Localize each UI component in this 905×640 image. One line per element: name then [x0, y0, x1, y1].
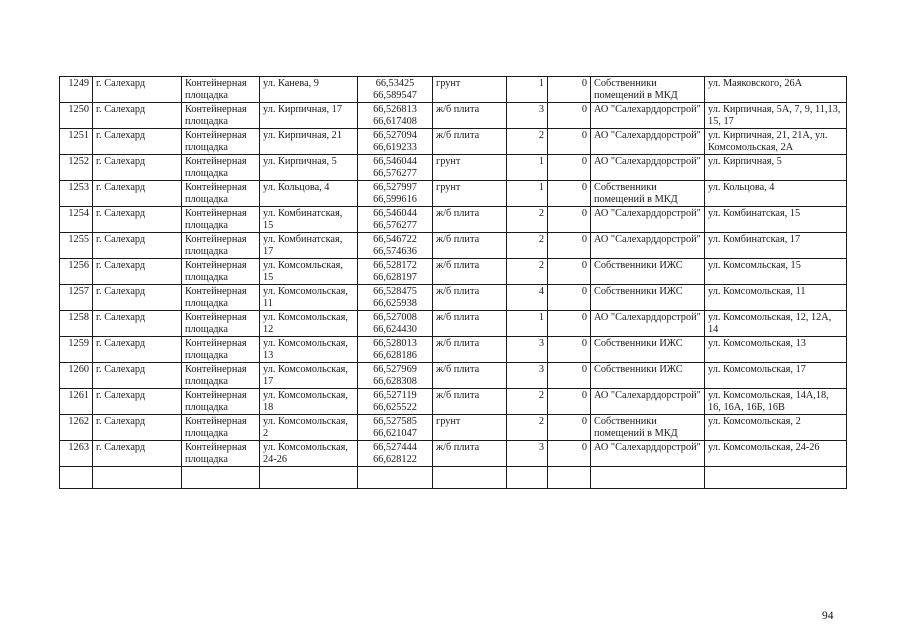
latitude: 66,546722 [373, 234, 417, 245]
cell-zero-count: 0 [548, 129, 591, 155]
cell-number: 1249 [60, 77, 93, 103]
cell-served-addresses: ул. Комбинатская, 15 [705, 207, 847, 233]
table-row [60, 129, 847, 155]
latitude: 66,546044 [373, 208, 417, 219]
cell-site-type: Контейнерная площадка [182, 103, 260, 129]
cell-city: г. Салехард [93, 129, 182, 155]
cell-coordinates [358, 285, 433, 311]
cell-surface: ж/б плита [433, 259, 507, 285]
cell-coordinates [358, 441, 433, 467]
cell-surface: ж/б плита [433, 337, 507, 363]
cell-site-type: Контейнерная площадка [182, 233, 260, 259]
table-row [60, 155, 847, 181]
cell-surface: грунт [433, 415, 507, 441]
cell-zero-count: 0 [548, 285, 591, 311]
cell-zero-count: 0 [548, 259, 591, 285]
cell-owner: АО "Салехарддорстрой" [591, 207, 705, 233]
latitude: 66,527997 [373, 182, 417, 193]
cell-site-type: Контейнерная площадка [182, 155, 260, 181]
cell-number: 1254 [60, 207, 93, 233]
latitude: 66,527969 [373, 364, 417, 375]
cell-surface: ж/б плита [433, 207, 507, 233]
cell-number: 1263 [60, 441, 93, 467]
latitude: 66,527444 [373, 442, 417, 453]
cell-site-type: Контейнерная площадка [182, 77, 260, 103]
cell-owner: Собственники помещений в МКД [591, 415, 705, 441]
cell-surface: грунт [433, 181, 507, 207]
cell-served-addresses: ул. Комсомольская, 13 [705, 337, 847, 363]
cell-container-count: 3 [507, 103, 548, 129]
cell-served-addresses: ул. Комсомольская, 2 [705, 415, 847, 441]
table-row [60, 285, 847, 311]
cell-zero-count: 0 [548, 181, 591, 207]
cell-coordinates [358, 233, 433, 259]
latitude: 66,527119 [373, 390, 417, 401]
cell-coordinates [358, 311, 433, 337]
table-filler-row [60, 467, 847, 489]
register-rows [60, 77, 847, 467]
cell-owner: Собственники помещений в МКД [591, 181, 705, 207]
longitude: 66,624430 [373, 324, 417, 335]
cell-surface: ж/б плита [433, 129, 507, 155]
longitude: 66,619233 [373, 142, 417, 153]
table-row [60, 311, 847, 337]
cell-zero-count: 0 [548, 389, 591, 415]
cell-city: г. Салехард [93, 311, 182, 337]
cell-city: г. Салехард [93, 441, 182, 467]
longitude: 66,625938 [373, 298, 417, 309]
cell-address: ул. Кирпичная, 21 [260, 129, 358, 155]
cell-container-count: 1 [507, 181, 548, 207]
cell-container-count: 2 [507, 129, 548, 155]
cell-coordinates [358, 155, 433, 181]
cell-address: ул. Кирпичная, 17 [260, 103, 358, 129]
cell-city: г. Салехард [93, 77, 182, 103]
cell-city: г. Салехард [93, 233, 182, 259]
cell-surface: ж/б плита [433, 103, 507, 129]
cell-surface: ж/б плита [433, 285, 507, 311]
cell-container-count: 2 [507, 233, 548, 259]
cell-number: 1260 [60, 363, 93, 389]
cell-address: ул. Комсомольская, 11 [260, 285, 358, 311]
cell-site-type: Контейнерная площадка [182, 363, 260, 389]
cell-served-addresses: ул. Комсомольская, 14А,18, 16, 16А, 16Б, 16В [705, 389, 847, 415]
cell-city: г. Салехард [93, 389, 182, 415]
table-row [60, 389, 847, 415]
cell-owner: АО "Салехарддорстрой" [591, 311, 705, 337]
cell-number: 1258 [60, 311, 93, 337]
cell-coordinates [358, 103, 433, 129]
cell-coordinates [358, 389, 433, 415]
cell-zero-count: 0 [548, 103, 591, 129]
cell-served-addresses: ул. Комсомольская, 17 [705, 363, 847, 389]
longitude: 66,628308 [373, 376, 417, 387]
longitude: 66,628186 [373, 350, 417, 361]
latitude: 66,526813 [373, 104, 417, 115]
longitude: 66,628197 [373, 272, 417, 283]
latitude: 66,528475 [373, 286, 417, 297]
cell-zero-count: 0 [548, 233, 591, 259]
table-row [60, 77, 847, 103]
cell-city: г. Салехард [93, 155, 182, 181]
cell-number: 1255 [60, 233, 93, 259]
cell-zero-count: 0 [548, 337, 591, 363]
cell-container-count: 4 [507, 285, 548, 311]
cell-city: г. Салехард [93, 337, 182, 363]
cell-container-count: 2 [507, 207, 548, 233]
cell-number: 1256 [60, 259, 93, 285]
longitude: 66,621047 [373, 428, 417, 439]
cell-served-addresses: ул. Комсомольская, 12, 12А, 14 [705, 311, 847, 337]
cell-city: г. Салехард [93, 259, 182, 285]
cell-container-count: 3 [507, 337, 548, 363]
cell-address: ул. Канева, 9 [260, 77, 358, 103]
latitude: 66,527094 [373, 130, 417, 141]
cell-number: 1262 [60, 415, 93, 441]
cell-site-type: Контейнерная площадка [182, 129, 260, 155]
cell-number: 1257 [60, 285, 93, 311]
cell-site-type: Контейнерная площадка [182, 441, 260, 467]
cell-address: ул. Кирпичная, 5 [260, 155, 358, 181]
cell-served-addresses: ул. Кольцова, 4 [705, 181, 847, 207]
table-row [60, 103, 847, 129]
longitude: 66,599616 [373, 194, 417, 205]
page-number: 94 [822, 610, 834, 622]
cell-served-addresses: ул. Маяковского, 26А [705, 77, 847, 103]
cell-container-count: 1 [507, 77, 548, 103]
cell-coordinates [358, 363, 433, 389]
cell-city: г. Салехард [93, 285, 182, 311]
cell-site-type: Контейнерная площадка [182, 337, 260, 363]
cell-site-type: Контейнерная площадка [182, 259, 260, 285]
cell-owner: Собственники ИЖС [591, 285, 705, 311]
cell-surface: ж/б плита [433, 233, 507, 259]
cell-container-count: 2 [507, 259, 548, 285]
latitude: 66,53425 [375, 78, 415, 89]
cell-address: ул. Комсомольская, 17 [260, 363, 358, 389]
cell-container-count: 1 [507, 155, 548, 181]
cell-container-count: 2 [507, 415, 548, 441]
longitude: 66,574636 [373, 246, 417, 257]
latitude: 66,528013 [373, 338, 417, 349]
cell-number: 1261 [60, 389, 93, 415]
cell-site-type: Контейнерная площадка [182, 415, 260, 441]
cell-zero-count: 0 [548, 415, 591, 441]
cell-zero-count: 0 [548, 207, 591, 233]
latitude: 66,527008 [373, 312, 417, 323]
cell-zero-count: 0 [548, 441, 591, 467]
cell-number: 1253 [60, 181, 93, 207]
table-row [60, 337, 847, 363]
cell-served-addresses: ул. Кирпичная, 5А, 7, 9, 11,13, 15, 17 [705, 103, 847, 129]
table-row [60, 181, 847, 207]
table-row [60, 207, 847, 233]
cell-owner: Собственники помещений в МКД [591, 77, 705, 103]
cell-coordinates [358, 129, 433, 155]
cell-number: 1251 [60, 129, 93, 155]
table-row [60, 233, 847, 259]
cell-served-addresses: ул. Кирпичная, 5 [705, 155, 847, 181]
cell-address: ул. Комбинатская, 17 [260, 233, 358, 259]
cell-surface: ж/б плита [433, 311, 507, 337]
cell-coordinates [358, 77, 433, 103]
cell-city: г. Салехард [93, 181, 182, 207]
cell-surface: грунт [433, 155, 507, 181]
table-row [60, 259, 847, 285]
cell-zero-count: 0 [548, 363, 591, 389]
cell-number: 1250 [60, 103, 93, 129]
cell-owner: АО "Салехарддорстрой" [591, 129, 705, 155]
cell-coordinates [358, 259, 433, 285]
cell-address: ул. Комсомольская, 12 [260, 311, 358, 337]
cell-owner: Собственники ИЖС [591, 363, 705, 389]
cell-site-type: Контейнерная площадка [182, 389, 260, 415]
cell-owner: АО "Салехарддорстрой" [591, 155, 705, 181]
longitude: 66,576277 [373, 168, 417, 179]
cell-city: г. Салехард [93, 103, 182, 129]
cell-zero-count: 0 [548, 77, 591, 103]
cell-city: г. Салехард [93, 207, 182, 233]
cell-zero-count: 0 [548, 155, 591, 181]
cell-owner: Собственники ИЖС [591, 337, 705, 363]
cell-owner: АО "Салехарддорстрой" [591, 233, 705, 259]
cell-address: ул. Комсомльская, 15 [260, 259, 358, 285]
cell-address: ул. Кольцова, 4 [260, 181, 358, 207]
cell-served-addresses: ул. Комсомльская, 15 [705, 259, 847, 285]
cell-served-addresses: ул. Комсомольская, 11 [705, 285, 847, 311]
cell-site-type: Контейнерная площадка [182, 181, 260, 207]
cell-owner: АО "Салехарддорстрой" [591, 389, 705, 415]
table-row [60, 415, 847, 441]
cell-number: 1259 [60, 337, 93, 363]
cell-city: г. Салехард [93, 415, 182, 441]
longitude: 66,589547 [373, 90, 417, 101]
cell-served-addresses: ул. Комбинатская, 17 [705, 233, 847, 259]
cell-coordinates [358, 337, 433, 363]
cell-address: ул. Комсомольская, 2 [260, 415, 358, 441]
cell-address: ул. Комбинатская, 15 [260, 207, 358, 233]
cell-container-count: 3 [507, 363, 548, 389]
cell-address: ул. Комсомольская, 24-26 [260, 441, 358, 467]
latitude: 66,528172 [373, 260, 417, 271]
cell-container-count: 3 [507, 441, 548, 467]
table-row [60, 363, 847, 389]
cell-site-type: Контейнерная площадка [182, 311, 260, 337]
cell-address: ул. Комсомольская, 18 [260, 389, 358, 415]
cell-number: 1252 [60, 155, 93, 181]
cell-site-type: Контейнерная площадка [182, 207, 260, 233]
cell-zero-count: 0 [548, 311, 591, 337]
cell-container-count: 2 [507, 389, 548, 415]
cell-container-count: 1 [507, 311, 548, 337]
cell-coordinates [358, 415, 433, 441]
cell-surface: ж/б плита [433, 389, 507, 415]
latitude: 66,527585 [373, 416, 417, 427]
cell-coordinates [358, 181, 433, 207]
cell-served-addresses: ул. Комсомольская, 24-26 [705, 441, 847, 467]
longitude: 66,628122 [373, 454, 417, 465]
cell-surface: ж/б плита [433, 363, 507, 389]
longitude: 66,617408 [373, 116, 417, 127]
cell-owner: АО "Салехарддорстрой" [591, 103, 705, 129]
register-table [59, 76, 847, 489]
cell-owner: АО "Салехарддорстрой" [591, 441, 705, 467]
cell-served-addresses: ул. Кирпичная, 21, 21А, ул. Комсомольская, 2А [705, 129, 847, 155]
cell-surface: грунт [433, 77, 507, 103]
longitude: 66,625522 [373, 402, 417, 413]
cell-surface: ж/б плита [433, 441, 507, 467]
cell-city: г. Салехард [93, 363, 182, 389]
longitude: 66,576277 [373, 220, 417, 231]
cell-coordinates [358, 207, 433, 233]
table-row [60, 441, 847, 467]
cell-address: ул. Комсомольская, 13 [260, 337, 358, 363]
latitude: 66,546044 [373, 156, 417, 167]
cell-site-type: Контейнерная площадка [182, 285, 260, 311]
cell-owner: Собственники ИЖС [591, 259, 705, 285]
